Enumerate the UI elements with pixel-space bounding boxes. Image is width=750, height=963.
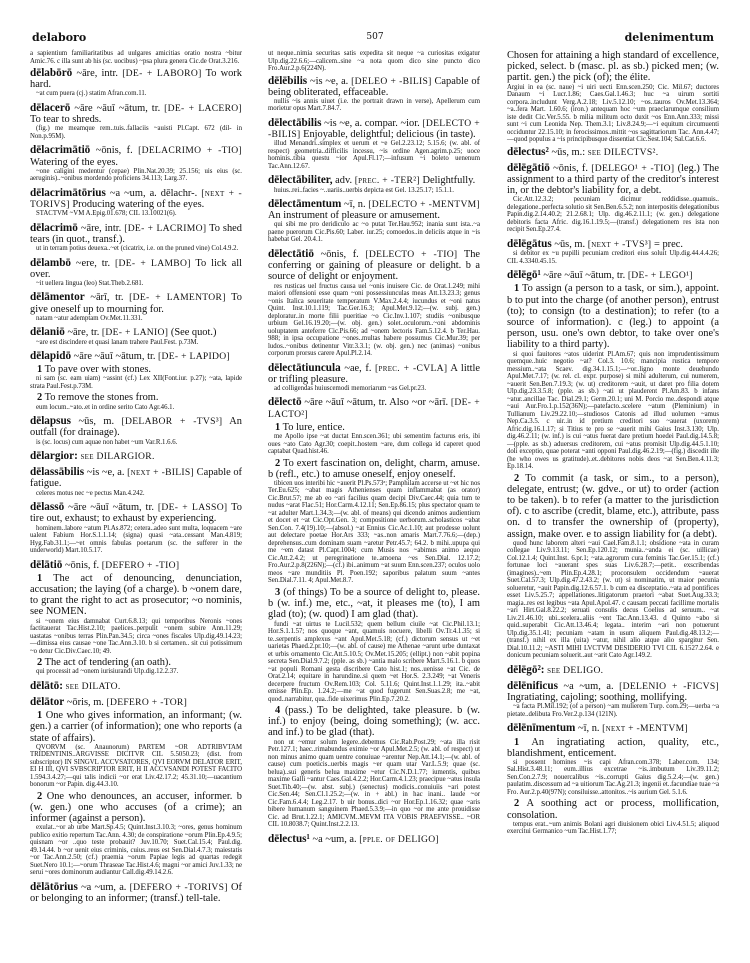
dictionary-entry [507, 665, 719, 676]
headword: dēlectus² [507, 145, 549, 158]
column-2 [268, 50, 480, 850]
sense-number: 2 [37, 790, 43, 802]
etymology: [next + -TORIVS] [30, 187, 242, 210]
dictionary-entry [268, 834, 480, 845]
etymology: [DELECTO + -BILIS] [268, 117, 480, 141]
entry-head [268, 118, 480, 140]
headword: dēlambō [30, 256, 72, 269]
dictionary-entry [30, 502, 242, 554]
dictionary-entry [30, 145, 242, 182]
etymology: [DE- + LACRIMO] [124, 222, 207, 234]
entry-head [268, 175, 480, 186]
headword: dēlēnificus [507, 679, 558, 692]
definition: An outfall (for drainage). [30, 416, 242, 439]
headword: dēlectātiuncula [268, 361, 341, 374]
etymology: [DE- + LAMENTOR] [129, 292, 226, 304]
headword: dēlēgātiō [507, 161, 550, 174]
headword: dēlargior: [30, 450, 78, 463]
headword: dēlaniō [30, 326, 65, 339]
citation: non ut ~emur solum legere..debemus Cic.Rab.Post.29; ~ata illa risit Petr.127.1; haec..rimabundus eximie ~or Apul.Met.2.5; (w. abl. of respect) ut non minus animo quam uentre conuiuae ~arentur Nep.Att.14.1;—(w. abl. of cause) cum poeticis..uerbis magis ~er quam utar Var.L.5.9; quae (sc. belua)..sui generis belua maxime ~etur Cic.N.D.1.77; iumentis, quibus maxime Galli ~antur Caes.Gal.4.2.2; Hor.Carm.4.1.23; praecipue ~atus insula Suet.Tib.40;—(w. abst. subj.) (senectus) modicis..conuiuiis ~ari potest Cic.Sen.44; Sen.Cl.1.25.2;—(w. in + abl.) in hac inani.. laude ~or Cic.Fam.6.4.4; Leg.2.17. b uir bonus..dici ~or Hor.Ep.1.16.32; quae ~aris bibere humanum sanguinem Phaed.5.3.9;—in quo ~or me ante prouidisse Cic. ad Brut.1.22.1; AMICVM..MEVM ITA VOBIS PRAEFVISSE.. ~OR CIL 10.8038.7; Quint.Inst.2.2.13. [268, 738, 480, 829]
headword: dēlāmentor [30, 291, 85, 304]
citation: QVORVM (sc. Anaunorum) PARTEM ~OR ADTRIBVTAM TRIDENTINIS..ARGVISSE DICITVR CIL 5.5050.23; (dist. from subscriptor) IN SINGVL ACCVSATORES, QVI EORVM DELATOR ERIT, EI H III, QVI SVBSCRIPTOR ERIT, H II ACCVSANDI POTEST FACITO 1.594.3.4.27;—qui talis indicii ~or erat Liv.42.17.2; 45.31.10;—uacantium bonorum ~or Papin. dig.44.3.10. [30, 743, 242, 789]
definition: To tire out, exhaust; to exhaust by experiencing. [30, 502, 242, 525]
continued-definition: Chosen for attaining a high standard of excellence, picked, select. b (masc. pl. as sb.) picked men; (w. partit. gen.) the pick (of); the élite. [507, 50, 719, 84]
citation: ~are est discindere et quasi lanam trahere Paul.Fest. p.73M. [36, 338, 199, 346]
grammar-info: ~ōris, m. [66, 697, 104, 708]
dictionary-entry [30, 292, 242, 322]
sense [30, 392, 242, 403]
grammar-info: ~āre ~āuī ~ātum, tr. Also ~or ~ārī. [304, 397, 449, 409]
grammar-info: ~ūs, m. [554, 238, 586, 250]
grammar-info: ~a ~um, a. [81, 881, 127, 893]
definition: Capable of fatigue. [30, 467, 242, 490]
dictionary-entry [30, 68, 242, 98]
headword: dēlectus¹ [268, 832, 310, 845]
grammar-info: ~āre ~āuī ~ātum, tr. [74, 102, 161, 114]
headword: dēlacrimō [30, 221, 78, 234]
definition: (See quot.) [170, 327, 217, 339]
headword: dēlēgātus [507, 237, 552, 250]
grammar-info: ~ere, tr. [75, 257, 111, 269]
grammar-info: ~a ~um, a. [312, 833, 357, 845]
sense [507, 737, 719, 759]
citation: illud Menandri..simplex et uerum et ~e Gel.2.23.12; 5.15.6; (w. abl. of respect) geometria..difficilis incessu, ~is ordine Agen.agrim.p.25; uoce hominis..tibia questu ~ior Apul.Fl.17;—infusum ~i boleto uenenum Tac.Ann.12.67. [268, 140, 480, 170]
entry-head [30, 416, 242, 438]
cross-reference [507, 147, 719, 158]
dictionary-entry [30, 258, 242, 288]
etymology: [next + -BILIS] [127, 467, 195, 479]
entry-head [507, 723, 719, 734]
citation: eum locum..~ato..et in ordine serito Cato Agr.46.1. [36, 403, 175, 411]
dictionary-entry [507, 239, 719, 265]
entry-head [507, 163, 719, 197]
citation: si ~onem eius damnabat Curt.6.8.13; qui temporibus Neronis ~ones factitauerat Tac.Hist.2.10; paelices..perpulit ~onem subire Ann.11.29; uastatas ~onibus terras Plin.Pan.34.5; circa ~ones fiscales Ulp.dig.49.14.23;—dimissa eius causae ~one Tac.Ann.3.10. b si certamen.. sit cui potissimum ~o detur Cic.Div.Caec.10; 49. [30, 617, 242, 655]
citation: ~it uellera lingua (leo) Stat.Theb.2.681. [36, 279, 144, 287]
sense-number: 2 [514, 798, 520, 810]
citation: tempus erat..~um animis Bolani agri diuisionem obici Liv.4.51.5; aliquod exercitui Germanico ~um Tac.Hist.1.77; [507, 820, 719, 836]
grammar-info: ~is ~e, a. [310, 75, 349, 87]
sense-number: 1 [37, 364, 43, 376]
grammar-info: ~āre, intr. [80, 222, 122, 234]
etymology: [DE- + LACERO] [164, 102, 242, 114]
definition: To shed tears (in quot., transf.). [30, 222, 242, 245]
definition: Producing watering of the eyes. [72, 198, 205, 210]
cross-reference [507, 665, 719, 676]
headword: dēlātōrius [30, 880, 78, 893]
definition: To lick all over. [30, 257, 242, 280]
headword: dēlabōrō [30, 67, 73, 79]
definition: To give oneself up to mourning for. [30, 292, 242, 315]
sense [507, 283, 719, 350]
citation: si debitor ex ~u pupilli pecuniam creditori eius soluit Ulp.dig.44.4.4.26; CIL 4.3340.45.15. [507, 250, 719, 265]
sense-definition: (of things) To be a source of delight to, please. b (w. inf.) me, etc., ~at, it pleases me (to), I am glad (to); (w. quod) I am glad (that). [268, 586, 480, 621]
etymology: [DELECTO + -TIO] [365, 248, 458, 260]
entry-head [507, 239, 719, 250]
sense-number: 2 [37, 392, 43, 404]
dictionary-entry [507, 163, 719, 234]
dictionary-entry [30, 560, 242, 676]
sense [507, 473, 719, 540]
etymology: [DE- + LABORO] [122, 68, 202, 79]
etymology: [next + -TVS³] [587, 238, 652, 250]
grammar-info: ~āre ~āuī ~ātum, tr. [543, 270, 626, 282]
entry-head [30, 223, 242, 245]
definition: Capable of being obliterated, effaceable. [268, 75, 481, 98]
grammar-info: ~ūs, m. [78, 416, 115, 428]
citation: me Apollo ipse ~at ductat Enn.scen.361; ubi sementim facturus eris, ibi oues ~ato Cato Agr.30; coepit..hostem ~are, dum collega id caperet quod captabat Quad.hist.46. [268, 433, 480, 456]
entry-head [268, 76, 480, 98]
headword: dēlātiō [30, 558, 63, 571]
citation: natam ~atur ademptam Ov.Met.11.331. [36, 314, 143, 322]
citation: res rusticas uel fructus causa uel ~onis inuisere Cic. de Orat.1.249; mihi maiori offensioni esse quam ~oni possessiunculas meas Att.13.23.3; genus ~onis Italica seueritate temperatum V.Max.2.4.4; iucundus et ~oni natus Quint. Inst.10.1.119; Tac.Ger.16.3; Apul.Met.9.12;—(w. subj. gen.) deploratur..in morte filii pueritiae ~o Cic.Inv.1.107; studiis ~onibusque urbium Gel.16.19.20;—(w. obj. gen.) solet..oculorum..~oni abdominis uoluptatem anteferre Cic.Pis.66; ad ~onem lectoris Fam.5.12.4. b Ter.Hau. 988; in ipsa occupatione ~ones..multas habere possumus Cic.Mur.39; per ludos..~onibus detinentur Vitr.3.3.1; (w. obj. gen.) nec (animas) ~onibus corporum prorsus carere Apul.Pl.2.14. [268, 282, 480, 358]
sense [30, 573, 242, 618]
entry-head [30, 697, 242, 708]
guide-word-left: delaboro [32, 31, 87, 44]
citation: ut in terram potius deuexa..~et (cicatrix, i.e. on the pruned vine) Col.4.9.2. [36, 245, 239, 253]
dictionary-entry [30, 188, 242, 218]
definition: Watering of the eyes. [30, 156, 119, 168]
sense [30, 364, 242, 375]
sense-definition: The act of tendering (an oath). [44, 657, 171, 669]
citation: si possent homines ~is capi Afran.com.378; Laber.com. 134; Sal.Hist.3.48.11; eum..illius excetrae ~is..imbutum Liv.39.11.2; Sen.Con.2.7.9; nouercalibus ~is..corrupti Gaius dig.5.2.4;—(w. gen.) paulatim..discessum ad ~a uitiorum Tac.Ag.21.3; ingenii et..facundiae tuae ~a Fro. Aur.2.p.40(97N); consiluisse..attonitos..~is aurium Gel. 5.1.6. [507, 758, 719, 796]
headword: dēlectātiō [268, 247, 314, 260]
etymology: [DEFERO + -TOR] [106, 697, 188, 708]
etymology: [DELABOR + -TVS³] [121, 416, 223, 428]
grammar-info: ~ōnis, f. [64, 559, 100, 571]
headword: dēlacrimātōrius [30, 186, 106, 199]
grammar-info: ~a ~um, a. [563, 680, 614, 692]
etymology: [DE- + LANIO] [101, 327, 169, 339]
continued-citations: Argiui in ea (sc. naue) ~i uiri uecti Enn.scen.250; Cic. Mil.67; ductores Danaum ~i Lucr.1.86; Caes.Gal.1.46.3; huc ~a uirum sortiti corpora..includunt Verg.A.2.18; Liv.5.12.10; ~os..tauros Ov.Met.13.364; ~a..fera Mart. 1.60.6; (iron.) antequam hoc ~um praeclarumque consilium iste dedit Cic.Ver.5.55. b milia militum octo duxit ~os Enn.Ann.333; missi sunt ~i cum Leonida Nep. Them.3.1; Liv.8.24.9;—~i equitum circumuenti occiduntur 22.15.10; in ferocissimos..mittit ~os sagittariorum Tac. Ann.4.47;—quod populus a ~is principibusque dissentiat Cic.Sest.104; Sal.Cat.6.6. [507, 83, 719, 144]
grammar-info: ~ī, n. [577, 723, 600, 735]
sense [30, 710, 242, 744]
citation: ~a facta Pl.Mil.192; (of a person) ~am mulierem Turp. com.29;—uerba ~a pietate..delibuta Fro.Ver.2.p.134 (121N). [507, 703, 719, 718]
grammar-info: ~ōnis, f. [95, 145, 133, 157]
entry-head [30, 467, 242, 489]
sense [507, 798, 719, 820]
xref-target: see DILARGIOR. [80, 451, 155, 463]
citation: tibicen uos interibi hic ~auerit Pl.Ps.573ᵃ; Pamphilam accerse ut ~et hic nos Ter.Eu.625; ~abat magis Athenienses quam inflammabat (as orator) Cic.Brut.57; me ab eo ~ari facilius quam decipi Div.Caec.44; quia tum te nudus ~arat Flac.51; Hor.Carm.4.12.11; Sen.Ep.86.15; plus spectator quam te ~at adulter Mart.1.34.3;—(w. abl. of means) qui dicendo animos audientium et docet et ~at Cic.Opt.Gen. 3; compositione uerborum..scholasticos ~abat Sen.Con. 7.4(19).10;—(absol.) ~at Ennius Cic.Ac.1.10; aut prodesse uolunt aut delectare poetae Hor.Ars 333; ~as..non amaris Mart.7.76.6;—(dep.) deprehensus..cum dominam suam ~aretur Petr.45.7; 64.2. b mihi..upupa qui me ~em datast Pl.Capt.1004; cum Musis nos ~abimus animo aequo Cic.Att.2.4.2; ut peregrinatione te..amoena ~es Sen.Dial. 12.17.2; Fro.Aur.2.p.8(226N);—(cf.) ibi..animum ~at suum Enn.scen.237; oculos uolo meos ~are munditiis Pl. Poen.192; saporibus palatum suum ~antes Sen.Dial.7.11. 4; Apul.Met.8.7. [268, 479, 480, 585]
definition: Ingratiating, cajoling; soothing, mollifying. [507, 692, 688, 704]
dictionary-entry [30, 697, 242, 877]
entry-head [30, 351, 242, 362]
headword: dēlēgō²: [507, 663, 545, 676]
etymology: [DE- + LAMBO] [114, 257, 191, 269]
grammar-info: adv. [335, 175, 353, 187]
entry-head [30, 258, 242, 280]
entry-head [30, 188, 242, 210]
grammar-info: ~āre, intr. [76, 68, 118, 79]
headword: dēlātō: [30, 679, 63, 692]
sense-number: 2 [514, 472, 520, 484]
etymology: [pple. of DELIGO] [359, 833, 439, 845]
sense-definition: An ingratiating action, quality, etc., blandishment, enticement. [507, 736, 719, 759]
sense-definition: To pave over with stones. [44, 364, 151, 376]
citation: quod hunc laborem alteri ~aui Cael.Fam.8.1.1; obsidione ~ata in curam collegae Liv.9.13.11; Sen.Ep.120.12; munia..~anda ei (sc. uillicae) Col.12.1.4; Quint.Inst. 6.pr.1; ~ata..agrorum cura feminis Tac.Ger.15.1; (cf.) fortunae loci ~auerant spes suas Liv.6.28.7;—petit.. exscribendas (imagines)..~em Plin.Ep.4.28.1; proconsulem occidendum ~auerat Suet.Cal.57.3; Ulp.dig.47.2.43.2; (w. ut) si nominatim, ut maior pecunia solueretur, ~auit Papin.dig.12.6.57.1. b cum ea disceptatio..~ata ad pontifices esset Liv.5.25.7; appellationes..litigatorum praetori ~abat Suet.Aug.33.3; magia..res est legibus ~ata Apul.Apol.47. c causam peccati facillime mortalis ~ari Hirt.Gal.8.22.2; seruati consulis decus Coelius ad seruum.. ~at Liv.21.46.10; ubi..scelera..aliis ~ent Tac.Ann.13.43. d Quinto ~abo si quid..superabit Cic.Att.13.46.4; legata.. interim ~ari non potuerunt Ulp.dig.35.1.41; pecuniam ~atam in usum aliquem Paul.dig.48.13.2;—(transf.) nihil ex illa (uita) ~atur, nihil alio atque alio spargitur Sen. Dial.10.11.2; ~ASTI MIHI LVCTVM DESIDERIO TVI CIL 6.1527.2.64. e donicum pecuniam soluerit..aut ~arit Cato Agr.149.2. [507, 539, 719, 660]
headword: dēlassō [30, 501, 65, 514]
dictionary-entry [268, 175, 480, 194]
sense-number: 2 [37, 657, 43, 669]
dictionary-entry [30, 416, 242, 446]
dictionary-entry [268, 363, 480, 393]
entry-head [268, 834, 480, 845]
etymology: [DE- + LEGO¹] [627, 270, 693, 282]
headword: dēlātor [30, 696, 65, 708]
grammar-info: ~āre ~āuī ~ātum, tr. [73, 351, 156, 363]
dictionary-entry [268, 249, 480, 358]
headword: dēlectāmentum [268, 198, 342, 211]
grammar-info: ~ae, f. [344, 362, 372, 374]
headword: dēlacrimātiō [30, 144, 91, 157]
etymology: [DEFERO + -TIO] [101, 559, 180, 571]
sense-number: 1 [275, 421, 281, 433]
citation: is (sc. locus) cum aquae non habet ~um Var.R.1.6.6. [36, 438, 178, 446]
entry-head [30, 68, 242, 90]
sense-number: 1 [514, 736, 520, 748]
citation: STACTVM ~VM A.Epig.01.678; CIL 13.10021(6). [36, 210, 177, 218]
dictionary-entry [30, 327, 242, 346]
citation: Cic.Att.12.3.2; pecuniam dicimur reddidisse..quamuis.. delegatione..perfecta solutio sit Sen.Ben.6.5.2; non interpositis delegationibus Papin.dig.2.14.40.2; 21.2.68.1; Ulp. dig.46.2.11.1; (w. gen.) delegatione debitoris facta Afric. dig.16.1.19.5;—(transf.) delegationem res ista non recipit Sen.Ep.27.4. [507, 196, 719, 234]
etymology: [DELEGO¹ + -TIO] [591, 162, 675, 174]
definition: (leg.) The assignment to a third party of the creditor's interest in, or the debtor's liability for, a debt. [507, 162, 719, 197]
citation: huius..rei..facies ~..uariis..uerbis depicta est Gel. 13.25.17; 15.1.1. [274, 186, 454, 194]
sense [268, 587, 480, 621]
dictionary-entry [507, 681, 719, 718]
sense-number: 4 [275, 705, 281, 717]
dictionary-entry [30, 451, 242, 462]
sense [30, 657, 242, 668]
xref-target: see DILECTVS². [587, 146, 659, 158]
grammar-info: ~a ~um, a. dēlachr-. [109, 187, 198, 199]
etymology: [next + -MENTVM] [602, 723, 688, 735]
citation: exulat..~or ab urbe Mart.Sp.4.5; Quint.Inst.3.10.3; ~ores, genus hominum publico exitio repertum Tac.Ann. 4.30; de conspiratione ~orum Plin.Ep.4.9.5; quisnam ~or ..quo teste probauit? Juv.10.70; Suet.Cal.15.4; Paul.dig. 49.14.44. b ~or uenit eius criminis, cuius..reus est Sen.Dial.4.7.3; maiestatis ~or Tac.Ann.2.50; (cf.) praemia ~orum Papiae legis ad quartas redegit Suet.Nero 10.1;—~orum Thraseae Tac.Hist.4.6; magni ~or amici Juv.1.33; ne serui ~ores dominorum audiantur Call.dig.49.14.2.6. [30, 824, 242, 877]
sense-number: 1 [37, 572, 43, 584]
entry-head [30, 292, 242, 314]
sense-number: 1 [37, 710, 43, 722]
citation: nullis ~is annis uiuet (i.e. the portrait drawn in verse), Apellerum cum morietur opus Mart.7.84.7. [268, 97, 480, 113]
headword: dēlēgō¹ [507, 269, 541, 282]
etymology: [prec. + -TER²] [354, 175, 420, 187]
dictionary-entry [507, 723, 719, 836]
headword: dēlapsus [30, 415, 72, 428]
entry-head [268, 397, 480, 419]
dictionary-entry [30, 103, 242, 140]
column-1 [30, 50, 242, 909]
headword: dēlacerō [30, 101, 71, 114]
citation: fundi ~at uirtus te Lucil.532; quem bellum ciuile ~at Cic.Phil.13.1; Hor.S.1.1.57; nos quoque ~ant, quamuis nocuere, libelli Ov.Tr.4.1.35; si te..serpentis amplexus ~ant Apul.Met.5.18; (cf.) dictorum sensus ut ~et uarietas Phaed.2.pr.10;—(w. abl. of cause) me Athenae ~arunt urbe duntaxat et urbis ornamento Cic.Att.5.10.5; Ov.Met.15.205; (ellipt.) non ~abit popina secreta Sen.Dial.9.7.2; (pple. as sb.) ~antia malo scribere Mart.5.16.1. b quos ~at populi Romani gesta discribere Cato hist.1; nos..uenisse ~at Cic. de Orat.2.14; equitare in harundine..si quem ~et Hor.S. 2.3.249; ~at Veneris decerpere fructum Ov.Rem.103; Col. 5.11.6; Quint.Inst.1.1.29; ita..~abit emisse Plin.Ep. 1.24.2;—me ~at quod fugerunt Sen.Suas.2.8; me ~at, quod..narrabitur, qua..fide uixerimus Plin.Ep.7.20.2. [268, 620, 480, 703]
grammar-info: ~ī, n. [344, 199, 366, 211]
entry-head [30, 103, 242, 125]
entry-head [30, 502, 242, 524]
dictionary-entry [30, 467, 242, 497]
grammar-info: ~ūs, m.: [551, 146, 586, 158]
sense [268, 705, 480, 739]
entry-head [268, 249, 480, 283]
xref-target: see DELIGO. [547, 664, 604, 676]
definition: An instrument of pleasure or amusement. [268, 210, 440, 222]
headword: dēlēnīmentum [507, 722, 576, 735]
dictionary-entry [30, 351, 242, 411]
citation: celeres motus nec ~e pectus Man.4.242. [36, 489, 145, 497]
headword: dēlectābilis [268, 116, 322, 129]
grammar-info: ~āre ~āuī ~ātum, tr. [68, 502, 154, 514]
entry-head [30, 560, 242, 571]
etymology: [DELENIO + -FICVS] [619, 680, 719, 692]
dictionary-entry [268, 76, 480, 113]
grammar-info: ~is ~e, a. [86, 467, 125, 479]
dictionary-entry [507, 270, 719, 660]
sense-definition: One who denounces, an accuser, informer. b (w. gen.) one who accuses (of a crime); an informer (against a person). [30, 790, 242, 825]
entry-head [507, 270, 719, 281]
sense-definition: A soothing act or process, mollification, consolation. [507, 798, 719, 821]
definition: Delightfully. [422, 175, 476, 187]
continued-citations: a sapientium familiaritatibus ad uulgares amicitias oratio nostra ~bitur Amic.76. c illa sunt ab his (sc. uocibus) ~psa plura genera Cic.de Orat.3.216. [30, 50, 242, 65]
dictionary-entry [30, 882, 242, 904]
definition: To work hard. [30, 68, 242, 91]
dictionary-entry [268, 199, 480, 244]
guide-word-right: delenimentum [624, 31, 714, 44]
dictionary-entry [30, 223, 242, 253]
sense-definition: To lure, entice. [282, 421, 345, 433]
citation: hominem..labore ~atum Pl.As.872; cetera..adeo sunt multa, loquacem ~are ualent Fabium Hor.S.1.1.14; (signa) quasi ~ata..cessant Man.4.819; Hyg.Fab.31.1;—~et omnis fabulas poetarum (sc. the sufferer in the underworld) Mart.10.5.17. [30, 524, 242, 555]
cross-reference [30, 681, 242, 692]
definition: Of or belonging to an informer; (transf.) tell-tale. [30, 881, 242, 905]
running-head [30, 31, 720, 45]
citation: ni sam (sc. eam uiam) ~assint (cf.) Lex XII(Font.iur. p.27); ~ata, lapide strata Paul.Fest.p.73M. [30, 375, 242, 390]
entry-head [30, 327, 242, 338]
grammar-info: ~ōnis, f. [320, 248, 359, 260]
definition: To tear to shreds. [30, 114, 102, 126]
citation: (fig.) me meamque rem..tuis..fallaciis ~auisti Pl.Capt. 672 (dil- in Non.p.95M). [30, 125, 242, 140]
page-number: 507 [366, 32, 384, 42]
grammar-info: ~ōnis, f. [553, 162, 588, 174]
sense-definition: The act of denouncing, denunciation, accusation; the laying (of a charge). b ~onem dare, to grant the right to act as prosecutor; ~o nominis, see NOMEN. [30, 572, 242, 618]
grammar-info: ~is ~e, a. compar. ~ior. [324, 117, 420, 129]
citation: ~one caligini medentur (cepae) Plin.Nat.20.39; 25.156; uis eius (sc. aeruginis)..~onibus mordendo proficiens 34.113; Larg.37. [30, 167, 242, 183]
etymology: [DELECTO + -MENTVM] [368, 199, 481, 211]
citation: ad colligendas huiuscemodi memoriarum ~as Gel.pr.23. [274, 384, 427, 392]
citation: qui sibi me pro deridiculo ac ~o putat Ter.Hau.952; inania sunt ista..~a paene puerorum Cic.Pis.60; Laber. iur.25; comoedos..in deliciis atque in ~is habebat Gel. 20.4.1. [268, 221, 480, 244]
cross-reference [30, 451, 242, 462]
sense-definition: (pass.) To be delighted, take pleasure. b (w. inf.) to enjoy (being, doing something); (w. acc. and inf.) to be glad (that). [268, 705, 480, 739]
grammar-info: ~ārī, tr. [90, 292, 124, 304]
xref-target: see DILATO. [65, 680, 121, 692]
headword: dēlectābiliter, [268, 174, 333, 187]
etymology: [DEFERO + -TORIVS] [129, 881, 228, 893]
entry-head [268, 199, 480, 221]
definition: A little or trifling pleasure. [268, 362, 480, 385]
etymology: [DELEO + -BILIS] [351, 75, 432, 87]
dictionary-entry [268, 397, 480, 828]
etymology: [DE- + LACTO²] [268, 397, 480, 420]
dictionary-entry [507, 147, 719, 158]
sense-definition: To commit (a task, or sim., to a person), delegate, entrust; (w. gdve., or ut) to order (action to be taken). b to refer (a matter to the jurisdiction of). c to ascribe (credit, blame, etc.), attribute, pass on. d to transfer the ownership of (property), assign, make over. e to assign liability for (a debt). [507, 472, 719, 540]
sense [268, 422, 480, 433]
etymology: [DE- + LAPIDO] [158, 351, 231, 363]
headword: dēlectō [268, 396, 302, 409]
continued-citations: ut neque..nimia securitas satis expedita sit neque ~a curiositas exigatur Ulp.dig.22.6.6;—calicem..sine ~a nota quom dico sine puncto dico Fro.Aur.2.p.6(224N). [268, 50, 480, 72]
sense-number: 3 [275, 586, 281, 598]
headword: dēlassābilis [30, 466, 85, 479]
citation: ~at cum puera (cj.) statim Afran.com.11. [36, 90, 147, 98]
etymology: [DELACRIMO + -TIO] [138, 145, 242, 157]
entry-head [507, 681, 719, 703]
headword: dēlapidō [30, 350, 72, 363]
sense [30, 791, 242, 825]
dictionary-entry [268, 118, 480, 170]
definition: = prec. [653, 238, 683, 250]
etymology: [prec. + -CVLA] [375, 362, 448, 374]
sense-number: 1 [514, 283, 520, 295]
entry-head [30, 882, 242, 904]
sense-number: 2 [275, 457, 281, 469]
sense-definition: One who gives information, an informant; (w. gen.) a carrier (of information); one who reports (a state of affairs). [30, 710, 242, 744]
sense-definition: To exert fascination on, delight, charm, amuse. b (refl., etc.) to amuse oneself, enjoy oneself. [268, 457, 480, 480]
entry-head [268, 363, 480, 385]
sense [268, 458, 480, 480]
dictionary-entry [30, 681, 242, 692]
citation: qui processit ad ~onem iurisiurandi Ulp.dig.12.2.37. [36, 668, 179, 676]
grammar-info: ~āre, tr. [67, 327, 100, 339]
sense-definition: To assign (a person to a task, or sim.), appoint. b to put into the charge (of another person), entrust (to); to consign (to a destination); to refer (to a source of information). c (leg.) to appoint (a person, usu. one's own debtor, to take over one's liability to a third party). [507, 283, 719, 351]
definition: The conferring or gaining of pleasure or delight. b a source of delight or enjoyment. [268, 248, 480, 283]
sense-definition: To remove the stones from. [44, 392, 159, 404]
citation: si quoi fauitores ~atos uiderint Pl.Am.67; quis non imprudentissimum quemque..huic negotio ~at? Col.3. 10.6; mancipia rustica tempore messium..~ata Scaev. dig.34.1.15.1;—~or..ligno monte deuehundo Apul.Met.7.17; (w. rel. cl. expr. purpose) si mihi adulterum, cui numerem, ~auerit Sen.Ben.7.19.3; (w. ut) creditorem ~auit, ut daret pro filia dotem Ulp.dig.23.3.5.8; (pple. as sb.) ~ati ut plauderent Pl.Am.83. b infans ~atur..ancillae Tac. Dial.29.1; Germ.20.1; uni M. Porcio me..despondi atque ~aui Aur.Fro.1.p.152(36N);—patefacto..scelere ~atum (Pleminium) in Tullianum Liv.29.22.10;—studiosos Catonis ad illud uolumen ~amus Nep.Ca.3.5. c uir..in id pretium creditori suo ~auerat (uxorem) Afric.dig.16.1.17; si Titius te pro se ~auerit mihi Gaius Inst.3.130; Ulp. dig.46.2.11; (w. inf.) is cui ~atus fuerat dare pretium hoedei Paul.dig.14.5.8;—(pple. as sb.) aduersus creditorem, cui ~atus promisit Ulp.dig.44.5.1.10; doli exceptio, quae poterat ~anti opponi Paul.dig.46.2.19;—(fig.) discedit ille (he who owes us gratitude)..et..debitores nobis deos ~at Sen.Ben.4.11.3; Ep.18.14. [507, 350, 719, 471]
definition: Enjoyable, delightful; delicious (in taste). [303, 129, 476, 141]
etymology: [DE- + LASSO] [157, 502, 228, 514]
headword: dēlēbilis [268, 74, 308, 87]
column-3 [507, 50, 719, 841]
entry-head [30, 145, 242, 167]
